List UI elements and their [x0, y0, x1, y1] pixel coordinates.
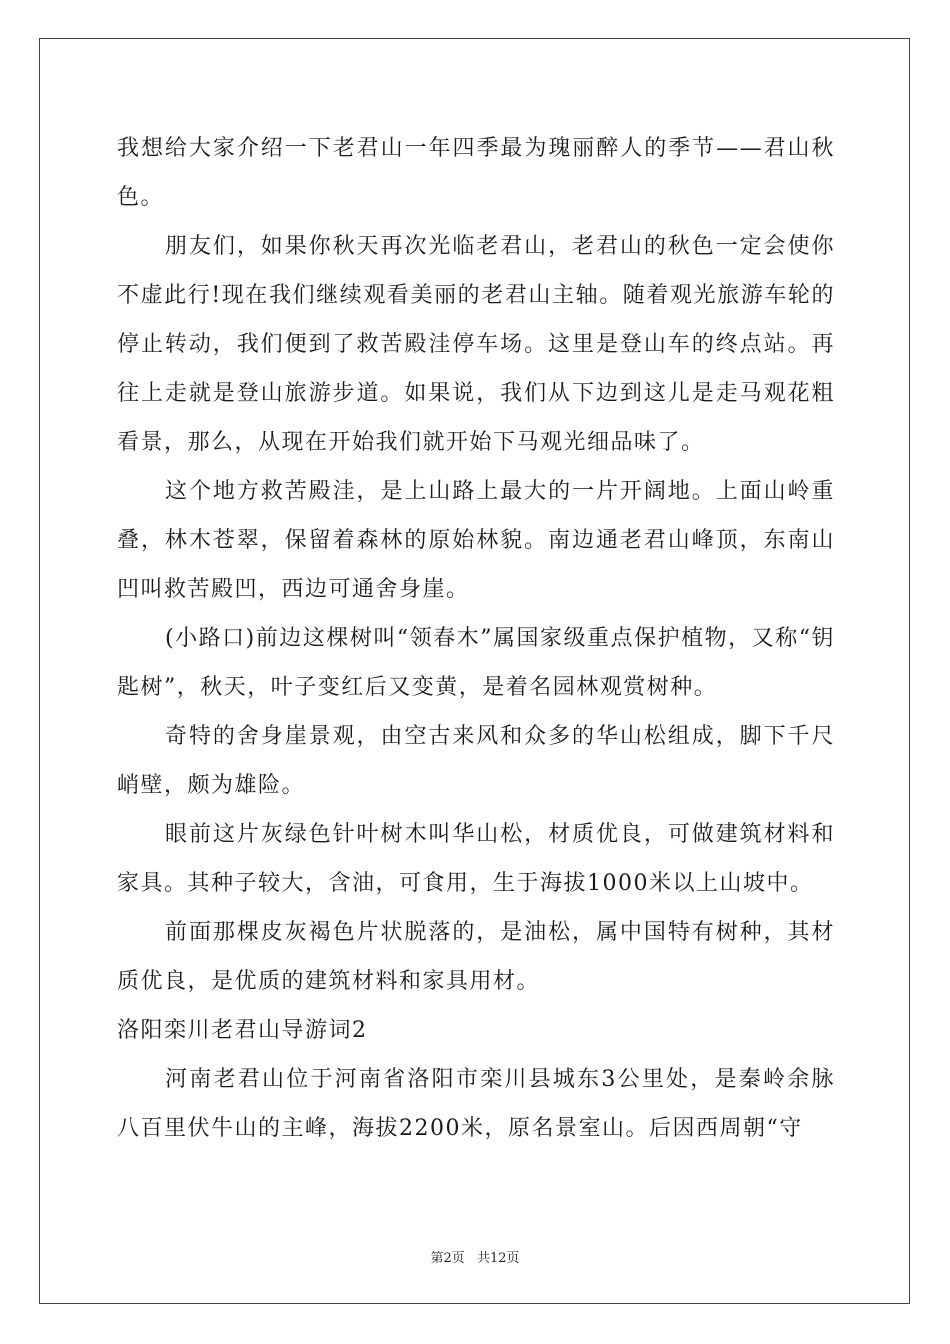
paragraph: 朋友们，如果你秋天再次光临老君山，老君山的秋色一定会使你不虚此行!现在我们继续观看美丽的老君山主轴。随着观光旅游车轮的停止转动，我们便到了救苦殿洼停车场。这里是登山车的终点站。再往上走就是登山旅游步道。如果说，我们从下边到这儿是走马观花粗看景，那么，从现在开始我们就开始下马观光细品味了。 — [117, 234, 835, 455]
paragraph: (小路口)前边这棵树叫“领春木”属国家级重点保护植物，又称“钥匙树”，秋天，叶子变红后又变黄，是着名园林观赏树种。 — [117, 626, 835, 700]
section-heading: 洛阳栾川老君山导游词2 — [117, 1018, 368, 1043]
page-footer — [0, 1247, 950, 1266]
page-total: 共12页 — [476, 1251, 520, 1266]
paragraph: 前面那棵皮灰褐色片状脱落的，是油松，属中国特有树种，其材质优良，是优质的建筑材料和家具用材。 — [117, 920, 835, 994]
paragraph: 眼前这片灰绿色针叶树木叫华山松，材质优良，可做建筑材料和家具。其种子较大，含油，可食用，生于海拔1000米以上山坡中。 — [117, 822, 835, 896]
paragraph: 我想给大家介绍一下老君山一年四季最为瑰丽醉人的季节——君山秋色。 — [117, 136, 835, 210]
document-body — [117, 124, 835, 1153]
page-number: 第2页 — [430, 1251, 465, 1266]
paragraph: 河南老君山位于河南省洛阳市栾川县城东3公里处，是秦岭余脉八百里伏牛山的主峰，海拔2200米，原名景室山。后因西周朝“守 — [117, 1067, 835, 1141]
paragraph: 这个地方救苦殿洼，是上山路上最大的一片开阔地。上面山岭重叠，林木苍翠，保留着森林的原始林貌。南边通老君山峰顶，东南山凹叫救苦殿凹，西边可通舍身崖。 — [117, 479, 835, 602]
paragraph: 奇特的舍身崖景观，由空古来风和众多的华山松组成，脚下千尺峭壁，颇为雄险。 — [117, 724, 835, 798]
